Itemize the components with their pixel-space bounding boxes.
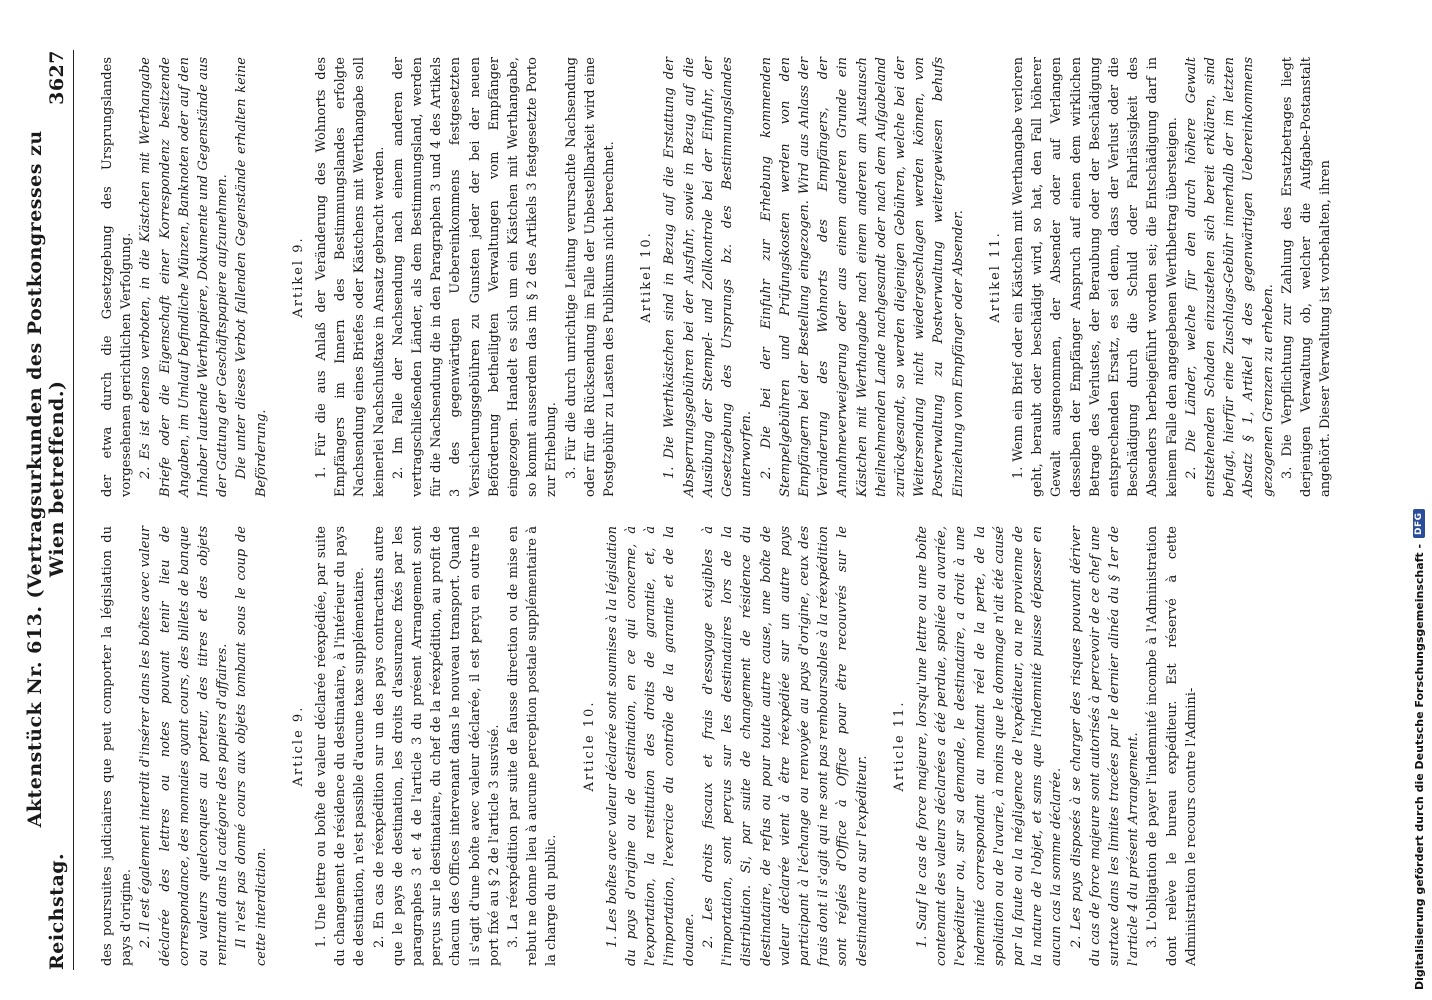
header-rule bbox=[73, 50, 75, 970]
paragraph: der etwa durch die Gesetzgebung des Ursprungslandes vorgesehenen gerichtlichen Verfolgung. bbox=[100, 57, 135, 497]
paragraph: 2. Les droits fiscaux et frais d'essayage exigibles à l'importation, sont perçus sur les destinataires lors de la distribution. Si, par suite de changement de résidence du destinataire, de refus ou pour toute autre cause, une boîte de valeur déclarée vient à être réexpédiée sur un autre pays participant à l'échange ou renvoyée au pays d'origine, ceux des frais dont il s'agit qui ne sont pas remboursables à la réexpédition sont réglés d'Office à Office pour être recouvrés sur le destinataire ou sur l'expéditeur. bbox=[700, 526, 870, 966]
artikel-10-title: Artikel 10. bbox=[639, 231, 655, 323]
paragraph: 1. Sauf le cas de force majeure, lorsqu'une lettre ou une boîte contenant des valeurs déclarées a été perdue, spoliée ou avariée, l'expéditeur ou, sur sa demande, le destinataire, a droit à une indemnité correspondant au montant réel de la perte, de la spoliation ou de l'avarie, à moins que le dommage n'ait été causé par la faute ou la négligence de l'expéditeur, ou ne provienne de la nature de l'objet, et sans que l'indemnité puisse dépasser en aucun cas la somme déclarée. bbox=[914, 526, 1065, 966]
paragraph: 3. Die Verpflichtung zur Zahlung des Ersatzbetrages liegt derjenigen Verwaltung ob, welcher die Aufgabe-Postanstalt angehört. Dieser Verwaltung ist vorbehalten, ihren bbox=[1279, 57, 1334, 497]
paragraph: 3. L'obligation de payer l'indemnité incombe à l'Administration dont relève le bureau expéditeur. Est réservé à cette Administration le recours contre l'Admini- bbox=[1145, 526, 1199, 966]
paragraph: 3. Für die durch unrichtige Leitung verursachte Nachsendung oder für die Rücksendung im Falle der Unbestellbarkeit wird eine Postgebühr zu Lasten des Publikums nicht berechnet. bbox=[563, 57, 618, 497]
french-column bbox=[98, 526, 1201, 966]
paragraph: 1. Die Werthkästchen sind in Bezug auf die Erstattung der Absperrungsgebühren bei der Ausfuhr, sowie in Bezug auf die Ausübung der Stempel- und Zollkontrole bei der Einfuhr, der Gesetzgebung des Ursprungs bz. des Bestimmungslandes unterworfen. bbox=[662, 57, 755, 497]
paragraph: 1. Une lettre ou boîte de valeur déclarée réexpédiée, par suite du changement de résidence du destinataire, à l'intérieur du pays de destination, n'est passible d'aucune taxe supplémentaire. bbox=[314, 526, 368, 966]
page-number: 3627 bbox=[46, 50, 68, 105]
paragraph: 1. Für die aus Anlaß der Veränderung des Wohnorts des Empfängers im Innern des Bestimmungslandes erfolgte Nachsendung eines Briefes oder Kästchens mit Werthangabe soll keinerlei Nachschußtaxe in Ansatz gebracht werden. bbox=[314, 57, 387, 497]
article-9-title: Article 9. bbox=[290, 705, 306, 787]
paragraph: 1. Wenn ein Brief oder ein Kästchen mit Werthangabe verloren geht, beraubt oder beschädigt wird, so hat, den Fall höherer Gewalt ausgenommen, der Absender oder auf Verlangen desselben der Empfänger Anspruch auf einen dem wirklichen Betrage des Verlustes, der Beraubung oder der Beschädigung entsprechenden Ersatz, es sei denn, dass der Verlust oder die Beschädigung durch die Schuld oder Fahrlässigkeit des Absenders herbeigeführt worden sei; die Entschädigung darf in keinem Falle den angegebenen Werthbetrag übersteigen. bbox=[1010, 57, 1180, 497]
dfg-logo-badge: DFG bbox=[1413, 509, 1425, 538]
paragraph: 2. Die Länder, welche für den durch höhere Gewalt entstehenden Schaden einzustehen sich bereit erklären, sind befugt, hierfür eine Zuschlags-Gebühr innerhalb der im letzten Absatz § 1, Artikel 4 des gegenwärtigen Uebereinkommens gezogenen Grenzen zu erheben. bbox=[1183, 57, 1276, 497]
paragraph: 2. Les pays disposés à se charger des risques pouvant dériver du cas de force majeure sont autorisés à percevoir de ce chef une surtaxe dans les limites tracées par le dernier alinéa du § 1er de l'article 4 du présent Arrangement. bbox=[1068, 526, 1142, 966]
article-10-title: Article 10. bbox=[581, 700, 597, 792]
artikel-9-title: Artikel 9. bbox=[290, 236, 306, 318]
paragraph: 2. Im Falle der Nachsendung nach einem anderen der vertragschließenden Länder, als dem Bestimmungsland, werden für die Nachsendung die in den Paragraphen 3 und 4 des Artikels 3 des gegenwärtigen Uebereinkommens festgesetzten Versicherungsgebühren zu Gunsten jeder der bei der neuen Beförderung betheiligten Verwaltungen vom Empfänger eingezogen. Handelt es sich um ein Kästchen mit Werthangabe, so kommt ausserdem das im § 2 des Artikels 3 festgesetzte Porto zur Erhebung. bbox=[390, 57, 560, 497]
paragraph: Die unter dieses Verbot fallenden Gegenstände erhalten keine Beförderung. bbox=[234, 57, 269, 497]
paragraph: Il n'est pas donné cours aux objets tombant sous le coup de cette interdiction. bbox=[234, 526, 269, 966]
paragraph: des poursuites judiciaires que peut comporter la législation du pays d'origine. bbox=[100, 526, 135, 966]
paragraph: 2. Es ist ebenso verboten, in die Kästchen mit Werthangabe Briefe oder die Eigenschaft einer Korrespondenz besitzende Angaben, im Umlauf befindliche Münzen, Banknoten oder auf den Inhaber lautende Werthpapiere, Dokumente und Gegenstände aus der Gattung der Geschäftspapiere aufzunehmen. bbox=[138, 57, 231, 497]
artikel-11-title: Artikel 11. bbox=[987, 231, 1003, 323]
article-11-title: Article 11. bbox=[891, 700, 907, 792]
paragraph: 2. Die bei der Einfuhr zur Erhebung kommenden Stempelgebühren und Prüfungskosten werden von den Empfängern bei der Bestellung eingezogen. Wird aus Anlass der Veränderung des Wohnorts des Empfängers, der Annahmeverweigerung oder aus einem anderen Grunde ein Kästchen mit Werthangabe nach einem anderen am Austausch theilnehmenden Lande nachgesandt oder nach dem Aufgabeland zurückgesandt, so werden diejenigen Gebühren, welche bei der Weitersendung nicht wiedergeschlagen werden können, von Postverwaltung zu Postverwaltung weitergewiesen behufs Einziehung vom Empfänger oder Absender. bbox=[758, 57, 966, 497]
paragraph: 2. En cas de réexpédition sur un des pays contractants autre que le pays de destination, les droits d'assurance fixés par les paragraphes 3 et 4 de l'article 3 du présent Arrangement sont perçus sur le destinataire, du chef de la réexpédition, au profit de chacun des Offices intervenant dans le nouveau transport. Quand il s'agit d'une boîte avec valeur déclarée, il est perçu en outre le port fixé au § 2 de l'article 3 susvisé. bbox=[371, 526, 502, 966]
header-left: Reichstag. bbox=[46, 852, 68, 970]
header-title: Aktenstück Nr. 613. (Vertragsurkunden des Postkongresses zu Wien betreffend.) bbox=[24, 130, 68, 828]
paragraph: 3. La réexpédition par suite de fausse direction ou de mise en rebut ne donne lieu à aucune perception postale supplémentaire à la charge du public. bbox=[506, 526, 560, 966]
paragraph: 2. Il est également interdit d'insérer dans les boîtes avec valeur déclarée des lettres ou notes pouvant tenir lieu de correspondance, des monnaies ayant cours, des billets de banque ou valeurs quelconques au porteur, des titres et des objets rentrant dans la catégorie des papiers d'affaires. bbox=[138, 526, 231, 966]
paragraph: 1. Les boîtes avec valeur déclarée sont soumises à la législation du pays d'origine ou de destination, en ce qui concerne, à l'exportation, la restitution des droits de garantie, et, à l'importation, l'exercice du contrôle de la garantie et de la douane. bbox=[604, 526, 697, 966]
german-column bbox=[98, 57, 1335, 497]
digitization-note bbox=[1410, 10, 1428, 990]
digitization-text: Digitalisierung gefördert durch die Deutsche Forschungsgemeinschaft - bbox=[1412, 543, 1426, 990]
page-header bbox=[24, 50, 68, 970]
